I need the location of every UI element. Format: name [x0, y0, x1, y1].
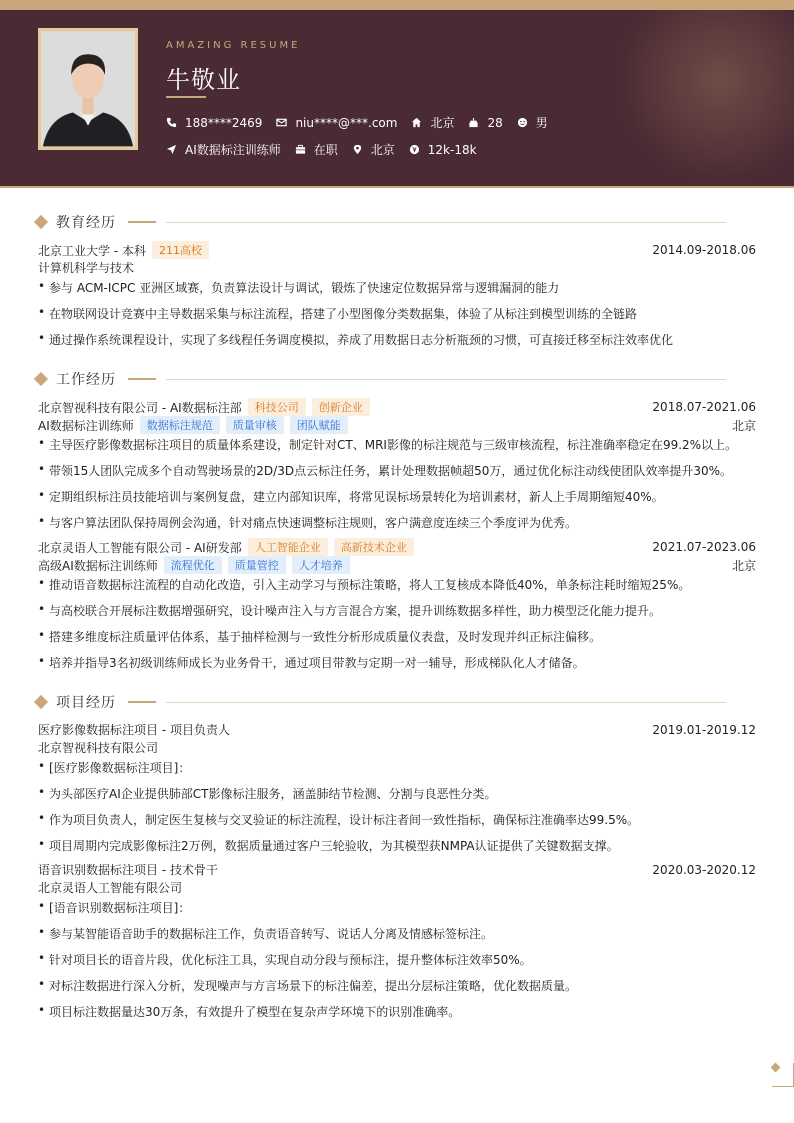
city-text: 北京 — [430, 116, 455, 130]
skill-tag: 流程优化 — [164, 556, 222, 574]
list-item: • 搭建多维度标注质量评估体系，基于抽样检测与一致性分析形成质量仪表盘，及时发现并纠正标注偏移。 — [38, 628, 602, 644]
company-line: 北京智视科技有限公司 - AI数据标注部 — [38, 400, 242, 415]
company-tag: 创新企业 — [312, 398, 370, 416]
list-item: • 与客户算法团队保持周例会沟通，针对痛点快速调整标注规则，客户满意度连续三个季度评为优秀。 — [38, 514, 578, 530]
work-city: 北京 — [731, 418, 756, 433]
age-text: 28 — [487, 115, 503, 130]
company-line: 北京灵语人工智能有限公司 - AI研发部 — [38, 540, 242, 555]
title-divider — [166, 702, 726, 703]
title-accent — [128, 221, 156, 223]
status-info — [295, 141, 338, 158]
briefcase-icon — [295, 144, 306, 155]
education-header — [38, 241, 756, 259]
title-accent — [128, 378, 156, 380]
phone-info — [166, 116, 262, 130]
project-header — [38, 861, 756, 878]
city-info — [411, 114, 454, 131]
cake-icon — [468, 117, 479, 128]
smile-icon — [517, 117, 528, 128]
mail-icon — [276, 117, 287, 128]
project-title: 语音识别数据标注项目 - 技术骨干 — [38, 863, 218, 877]
diamond-icon — [34, 695, 48, 709]
header-glow — [610, 10, 794, 180]
list-item: • 针对项目长的语音片段，优化标注工具，实现自动分段与预标注，提升整体标注效率50%。 — [38, 951, 532, 967]
corner-ornament — [772, 1063, 794, 1087]
company-tag: 高新技术企业 — [334, 538, 414, 556]
name-underline — [166, 96, 206, 98]
top-accent-line — [0, 0, 794, 10]
work-role — [38, 416, 756, 434]
major: 计算机科学与技术 — [38, 261, 135, 275]
list-item: • 培养并指导3名初级训练师成长为业务骨干，通过项目带教与定期一对一辅导，形成梯队化人才储备。 — [38, 654, 585, 670]
section-title: 教育经历 — [56, 215, 116, 231]
list-item: • 与高校联合开展标注数据增强研究，设计噪声注入与方言混合方案，提升训练数据多样性，助力模型泛化能力提升。 — [38, 602, 662, 618]
skill-tag: 人才培养 — [292, 556, 350, 574]
job-title: AI数据标注训练师 — [38, 418, 134, 433]
project-title: 医疗影像数据标注项目 - 项目负责人 — [38, 723, 230, 737]
phone-text: 188****2469 — [185, 115, 263, 130]
money-icon — [409, 144, 420, 155]
diamond-icon — [34, 372, 48, 386]
title-accent — [128, 701, 156, 703]
school-line: 北京工业大学 - 本科 — [38, 243, 146, 258]
title-divider — [166, 379, 726, 380]
status-text: 在职 — [313, 143, 338, 157]
list-item: • 主导医疗影像数据标注项目的质量体系建设，制定针对CT、MRI影像的标注规范与三级审核流程，标注准确率稳定在99.2%以上。 — [38, 436, 738, 452]
email-info — [276, 116, 397, 130]
job-intent-row — [166, 141, 491, 158]
work-date: 2018.07-2021.06 — [652, 400, 756, 414]
work-city: 北京 — [731, 558, 756, 573]
list-item: • 参与 ACM-ICPC 亚洲区域赛，负责算法设计与调试，锻炼了快速定位数据异常与逻辑漏洞的能力 — [38, 279, 560, 295]
person-silhouette-icon — [41, 31, 135, 147]
home-icon — [411, 117, 422, 128]
work-role — [38, 556, 756, 574]
major-line — [38, 259, 756, 276]
candidate-name: 牛敬业 — [166, 66, 241, 94]
resume-header — [0, 10, 794, 186]
list-item: • 带领15人团队完成多个自动驾驶场景的2D/3D点云标注任务，累计处理数据帧超50万，通过优化标注动线使团队效率提升30%。 — [38, 462, 733, 478]
position-text: AI数据标注训练师 — [185, 143, 281, 157]
skill-tag: 数据标注规范 — [140, 416, 220, 434]
age-info — [468, 116, 502, 130]
list-item: • 为头部医疗AI企业提供肺部CT影像标注服务，涵盖肺结节检测、分割与良恶性分类。 — [38, 785, 497, 801]
email-text: niu****@***.com — [295, 115, 398, 130]
list-item: • [语音识别数据标注项目]： — [38, 899, 191, 915]
list-item: • 作为项目负责人，制定医生复核与交叉验证的标注流程，设计标注者间一致性指标，确保标注准确率达99.5%。 — [38, 811, 640, 827]
resume-subtitle: AMAZING RESUME — [166, 40, 301, 51]
work-header — [38, 538, 756, 556]
phone-icon — [166, 117, 177, 128]
education-date: 2014.09-2018.06 — [652, 243, 756, 257]
section-title: 工作经历 — [56, 372, 116, 388]
list-item: • 在物联网设计竞赛中主导数据采集与标注流程，搭建了小型图像分类数据集，体验了从标注到模型训练的全链路 — [38, 305, 638, 321]
diamond-icon — [771, 1063, 781, 1073]
project-date: 2019.01-2019.12 — [652, 722, 756, 737]
skill-tag: 质量审核 — [226, 416, 284, 434]
project-date: 2020.03-2020.12 — [652, 862, 756, 877]
project-company: 北京灵语人工智能有限公司 — [38, 881, 183, 895]
skill-tag: 质量管控 — [228, 556, 286, 574]
project-header — [38, 721, 756, 738]
header-bottom-line — [0, 186, 794, 188]
job-title: 高级AI数据标注训练师 — [38, 558, 158, 573]
list-item: • 对标注数据进行深入分析，发现噪声与方言场景下的标注偏差，提出分层标注策略，优化数据质量。 — [38, 977, 578, 993]
list-item: • 推动语音数据标注流程的自动化改造，引入主动学习与预标注策略，将人工复核成本降低40%，单条标注耗时缩短25%。 — [38, 576, 691, 592]
contact-row — [166, 114, 562, 131]
section-title: 项目经历 — [56, 695, 116, 711]
section-education — [36, 212, 756, 232]
company-tag: 人工智能企业 — [248, 538, 328, 556]
gender-text: 男 — [535, 116, 548, 130]
list-item: • 定期组织标注员技能培训与案例复盘，建立内部知识库，将常见误标场景转化为培训素材，新人上手周期缩短40%。 — [38, 488, 664, 504]
work-header — [38, 398, 756, 416]
list-item: • 项目标注数据量达30万条，有效提升了模型在复杂声学环境下的识别准确率。 — [38, 1003, 461, 1019]
list-item: • 项目周期内完成影像标注2万例，数据质量通过客户三轮验收，为其模型获NMPA认证提供了关键数据支撑。 — [38, 837, 619, 853]
company-tag: 科技公司 — [248, 398, 306, 416]
list-item: • 通过操作系统课程设计，实现了多线程任务调度模拟，养成了用数据日志分析瓶颈的习惯，可直接迁移至标注效率优化 — [38, 331, 674, 347]
gender-info — [517, 114, 548, 131]
section-project — [36, 692, 756, 712]
skill-tag: 团队赋能 — [290, 416, 348, 434]
location-pin-icon — [352, 144, 363, 155]
school-tag: 211高校 — [152, 241, 209, 259]
salary-text: 12k-18k — [427, 142, 477, 157]
diamond-icon — [34, 215, 48, 229]
project-company: 北京智视科技有限公司 — [38, 741, 159, 755]
position-info — [166, 141, 281, 158]
list-item: • [医疗影像数据标注项目]： — [38, 759, 191, 775]
target-city-text: 北京 — [370, 143, 395, 157]
profile-photo — [38, 28, 138, 150]
work-date: 2021.07-2023.06 — [652, 540, 756, 554]
send-icon — [166, 144, 177, 155]
list-item: • 参与某智能语音助手的数据标注工作，负责语音转写、说话人分离及情感标签标注。 — [38, 925, 494, 941]
salary-info — [409, 143, 477, 157]
section-work — [36, 369, 756, 389]
title-divider — [166, 222, 726, 223]
target-city-info — [352, 141, 395, 158]
